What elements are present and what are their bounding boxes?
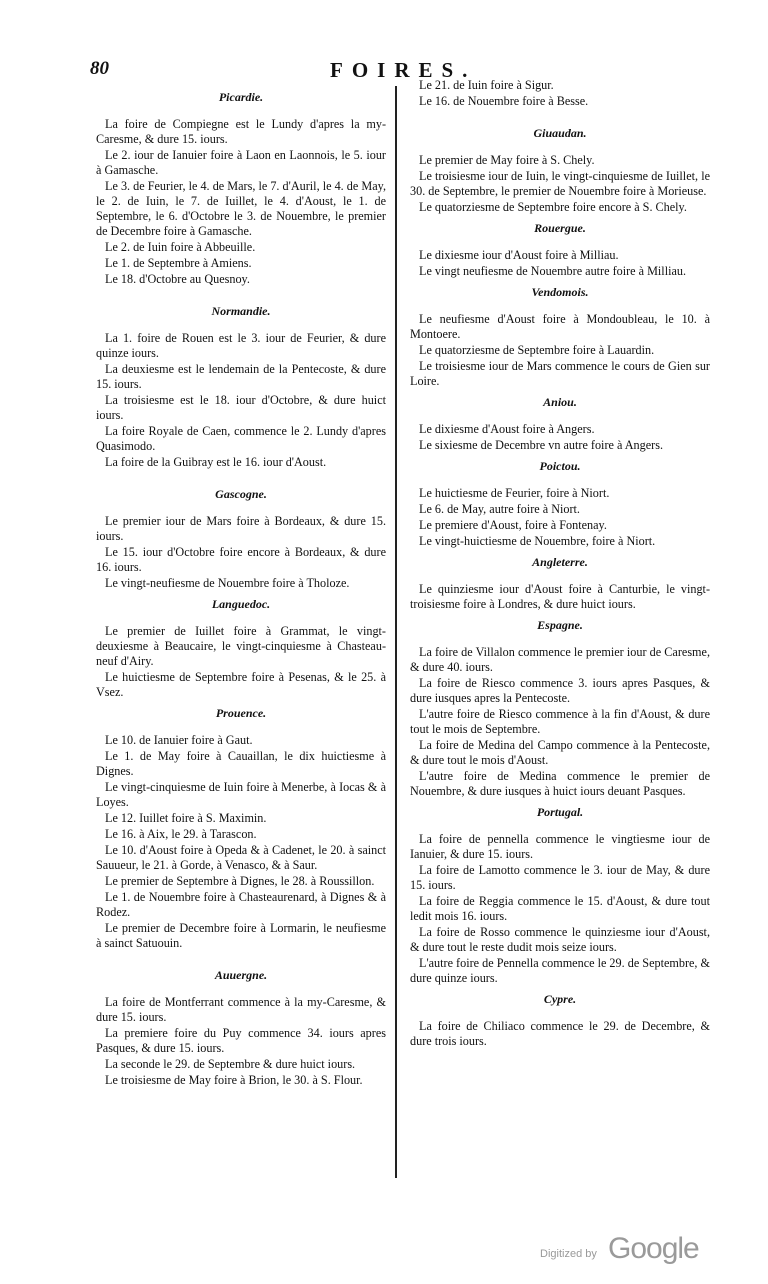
section-vendomois [410, 312, 710, 389]
fair-entry: La foire de Riesco commence 3. iours apres Pasques, & dure iusques apres la Pentecoste. [410, 676, 710, 705]
right-column [410, 78, 710, 1050]
section-heading-cyprus: Cypre. [543, 992, 577, 1006]
section-poitou [410, 486, 710, 549]
fair-entry: Le 6. de May, autre foire à Niort. [419, 502, 580, 516]
fair-entry: Le 1. de Nouembre foire à Chasteaurenard, à Dignes & à Rodez. [96, 890, 386, 919]
fair-entry: Le quatorziesme de Septembre foire encore à S. Chely. [419, 200, 687, 214]
fair-entry: La foire de pennella commence le vingtiesme iour de Ianuier, & dure 15. iours. [410, 832, 710, 861]
fair-entry: Le premier de Septembre à Dignes, le 28. à Roussillon. [105, 874, 375, 888]
fair-entry: Le troisiesme iour de Mars commence le cours de Gien sur Loire. [410, 359, 710, 388]
column-divider [395, 86, 397, 1178]
fair-entry: Le dixiesme d'Aoust foire à Angers. [419, 422, 595, 436]
section-picardie [96, 117, 386, 287]
fair-entry: Le 2. iour de Ianuier foire à Laon en Laonnois, le 5. iour à Gamasche. [96, 148, 386, 177]
fair-entry: Le neufiesme d'Aoust foire à Mondoubleau, le 10. à Montoere. [410, 312, 710, 341]
section-heading-picardie: Picardie. [218, 90, 264, 104]
fair-entry: Le 3. de Feurier, le 4. de Mars, le 7. d'Auril, le 4. de May, le 2. de Iuin, le 7. de Iuillet, le 4. d'Aoust, le 1. de Septembre, le 6. d'Octobre le 3. de Nouembre, le premier de Decembre foire à Gamasche. [96, 179, 386, 238]
section-rouergue [410, 248, 710, 279]
fair-entry: Le sixiesme de Decembre vn autre foire à Angers. [419, 438, 663, 452]
fair-entry: La deuxiesme est le lendemain de la Pentecoste, & dure 15. iours. [96, 362, 386, 391]
fair-entry: Le 2. de Iuin foire à Abbeuille. [105, 240, 256, 254]
fair-entry: Le 1. de May foire à Cauaillan, le dix huictiesme à Dignes. [96, 749, 386, 778]
section-heading-poitou: Poictou. [539, 459, 581, 473]
fair-entry: Le troisiesme de May foire à Brion, le 30. à S. Flour. [105, 1073, 363, 1087]
fair-entry: La foire de Medina del Campo commence à la Pentecoste, & dure tout le mois d'Aoust. [410, 738, 710, 767]
fair-entry: Le 1. de Septembre à Amiens. [105, 256, 252, 270]
section-heading-rouergue: Rouergue. [534, 221, 586, 235]
fair-entry: Le 15. iour d'Octobre foire encore à Bordeaux, & dure 16. iours. [96, 545, 386, 574]
fair-entry: L'autre foire de Pennella commence le 29. de Septembre, & dure quinze iours. [410, 956, 710, 985]
section-heading-provence: Prouence. [215, 706, 267, 720]
fair-entry: Le huictiesme de Septembre foire à Pesenas, & le 25. à Vsez. [96, 670, 386, 699]
digitized-label: Digitized by [540, 1248, 597, 1260]
fair-entry: La foire de Compiegne est le Lundy d'apres la my-Caresme, & dure 15. iours. [96, 117, 386, 146]
section-heading-angleterre: Angleterre. [532, 555, 588, 569]
fair-entry: La 1. foire de Rouen est le 3. iour de Feurier, & dure quinze iours. [96, 331, 386, 360]
section-portugal [410, 832, 710, 986]
section-cyprus [410, 1019, 710, 1049]
section-angleterre [410, 582, 710, 612]
fair-entry: La foire de Villalon commence le premier iour de Caresme, & dure 40. iours. [410, 645, 710, 674]
fair-entry: Le 21. de Iuin foire à Sigur. [419, 78, 554, 92]
section-heading-normandie: Normandie. [211, 304, 271, 318]
section-auvergne [96, 995, 386, 1088]
fair-entry: La troisiesme est le 18. iour d'Octobre, & dure huict iours. [96, 393, 386, 422]
fair-entry: Le vingt-cinquiesme de Iuin foire à Menerbe, à Iocas & à Loyes. [96, 780, 386, 809]
section-continued [410, 78, 710, 109]
fair-entry: Le premier iour de Mars foire à Bordeaux, & dure 15. iours. [96, 514, 386, 543]
fair-entry: Le 10. de Ianuier foire à Gaut. [105, 733, 253, 747]
fair-entry: La premiere foire du Puy commence 34. iours apres Pasques, & dure 15. iours. [96, 1026, 386, 1055]
fair-entry: Le 18. d'Octobre au Quesnoy. [105, 272, 250, 286]
section-gascogne [96, 514, 386, 591]
fair-entry: Le premiere d'Aoust, foire à Fontenay. [419, 518, 607, 532]
fair-entry: La foire de Chiliaco commence le 29. de Decembre, & dure trois iours. [410, 1019, 710, 1048]
digitized-watermark [540, 1232, 720, 1268]
fair-entry: Le vingt-neufiesme de Nouembre foire à Tholoze. [105, 576, 350, 590]
section-heading-portugal: Portugal. [536, 805, 584, 819]
fair-entry: La foire de Montferrant commence à la my-Caresme, & dure 15. iours. [96, 995, 386, 1024]
fair-entry: Le vingt neufiesme de Nouembre autre foire à Milliau. [419, 264, 687, 278]
section-languedoc [96, 624, 386, 700]
section-heading-languedoc: Languedoc. [211, 597, 271, 611]
section-anjou [410, 422, 710, 453]
fair-entry: Le 16. à Aix, le 29. à Tarascon. [105, 827, 257, 841]
fair-entry: La foire de Rosso commence le quinziesme iour d'Aoust, & dure tout le reste dudit mois seize iours. [410, 925, 710, 954]
fair-entry: La foire de Lamotto commence le 3. iour de May, & dure 15. iours. [410, 863, 710, 892]
fair-entry: L'autre foire de Riesco commence à la fin d'Aoust, & dure tout le mois de Septembre. [410, 707, 710, 736]
fair-entry: Le vingt-huictiesme de Nouembre, foire à Niort. [419, 534, 656, 548]
fair-entry: Le 10. d'Aoust foire à Opeda & à Cadenet, le 20. à sainct Sauueur, le 21. à Gorde, à Venasco, & à Saur. [96, 843, 386, 872]
section-heading-anjou: Aniou. [543, 395, 577, 409]
section-provence [96, 733, 386, 951]
fair-entry: La seconde le 29. de Septembre & dure huict iours. [105, 1057, 356, 1071]
fair-entry: Le premier de May foire à S. Chely. [419, 153, 595, 167]
fair-entry: Le huictiesme de Feurier, foire à Niort. [419, 486, 610, 500]
fair-entry: La foire de Reggia commence le 15. d'Aoust, & dure tout ledit mois 16. iours. [410, 894, 710, 923]
left-column [96, 78, 386, 1089]
section-heading-gascogne: Gascogne. [215, 487, 267, 501]
section-heading-auvergne: Auuergne. [214, 968, 268, 982]
google-logo: Google [608, 1232, 699, 1265]
fair-entry: La foire de la Guibray est le 16. iour d'Aoust. [105, 455, 327, 469]
fair-entry: Le premier de Iuillet foire à Grammat, le vingt-deuxiesme à Beaucaire, le vingt-cinquiesme à Chasteau-neuf d'Airy. [96, 624, 386, 668]
fair-entry: Le 16. de Nouembre foire à Besse. [419, 94, 589, 108]
section-heading-espagne: Espagne. [537, 618, 583, 632]
fair-entry: Le 12. Iuillet foire à S. Maximin. [105, 811, 267, 825]
section-espagne [410, 645, 710, 799]
section-givaudan [410, 153, 710, 215]
fair-entry: L'autre foire de Medina commence le premier de Nouembre, & dure iusques à huict iours deuant Pasques. [410, 769, 710, 798]
section-normandie [96, 331, 386, 470]
fair-entry: Le premier de Decembre foire à Lormarin, le neufiesme à sainct Satuouin. [96, 921, 386, 950]
fair-entry: Le troisiesme iour de Iuin, le vingt-cinquiesme de Iuillet, le 30. de Septembre, le premier de Nouembre foire à Morieuse. [410, 169, 710, 198]
fair-entry: La foire Royale de Caen, commence le 2. Lundy d'apres Quasimodo. [96, 424, 386, 453]
page-number: 80 [90, 58, 109, 79]
section-heading-vendomois: Vendomois. [531, 285, 589, 299]
fair-entry: Le dixiesme iour d'Aoust foire à Milliau. [419, 248, 619, 262]
fair-entry: Le quatorziesme de Septembre foire à Lauardin. [419, 343, 655, 357]
running-title: FOIRES. [330, 58, 477, 82]
fair-entry: Le quinziesme iour d'Aoust foire à Canturbie, le vingt-troisiesme foire à Londres, & dure huict iours. [410, 582, 710, 611]
section-heading-givaudan: Giuaudan. [533, 126, 587, 140]
